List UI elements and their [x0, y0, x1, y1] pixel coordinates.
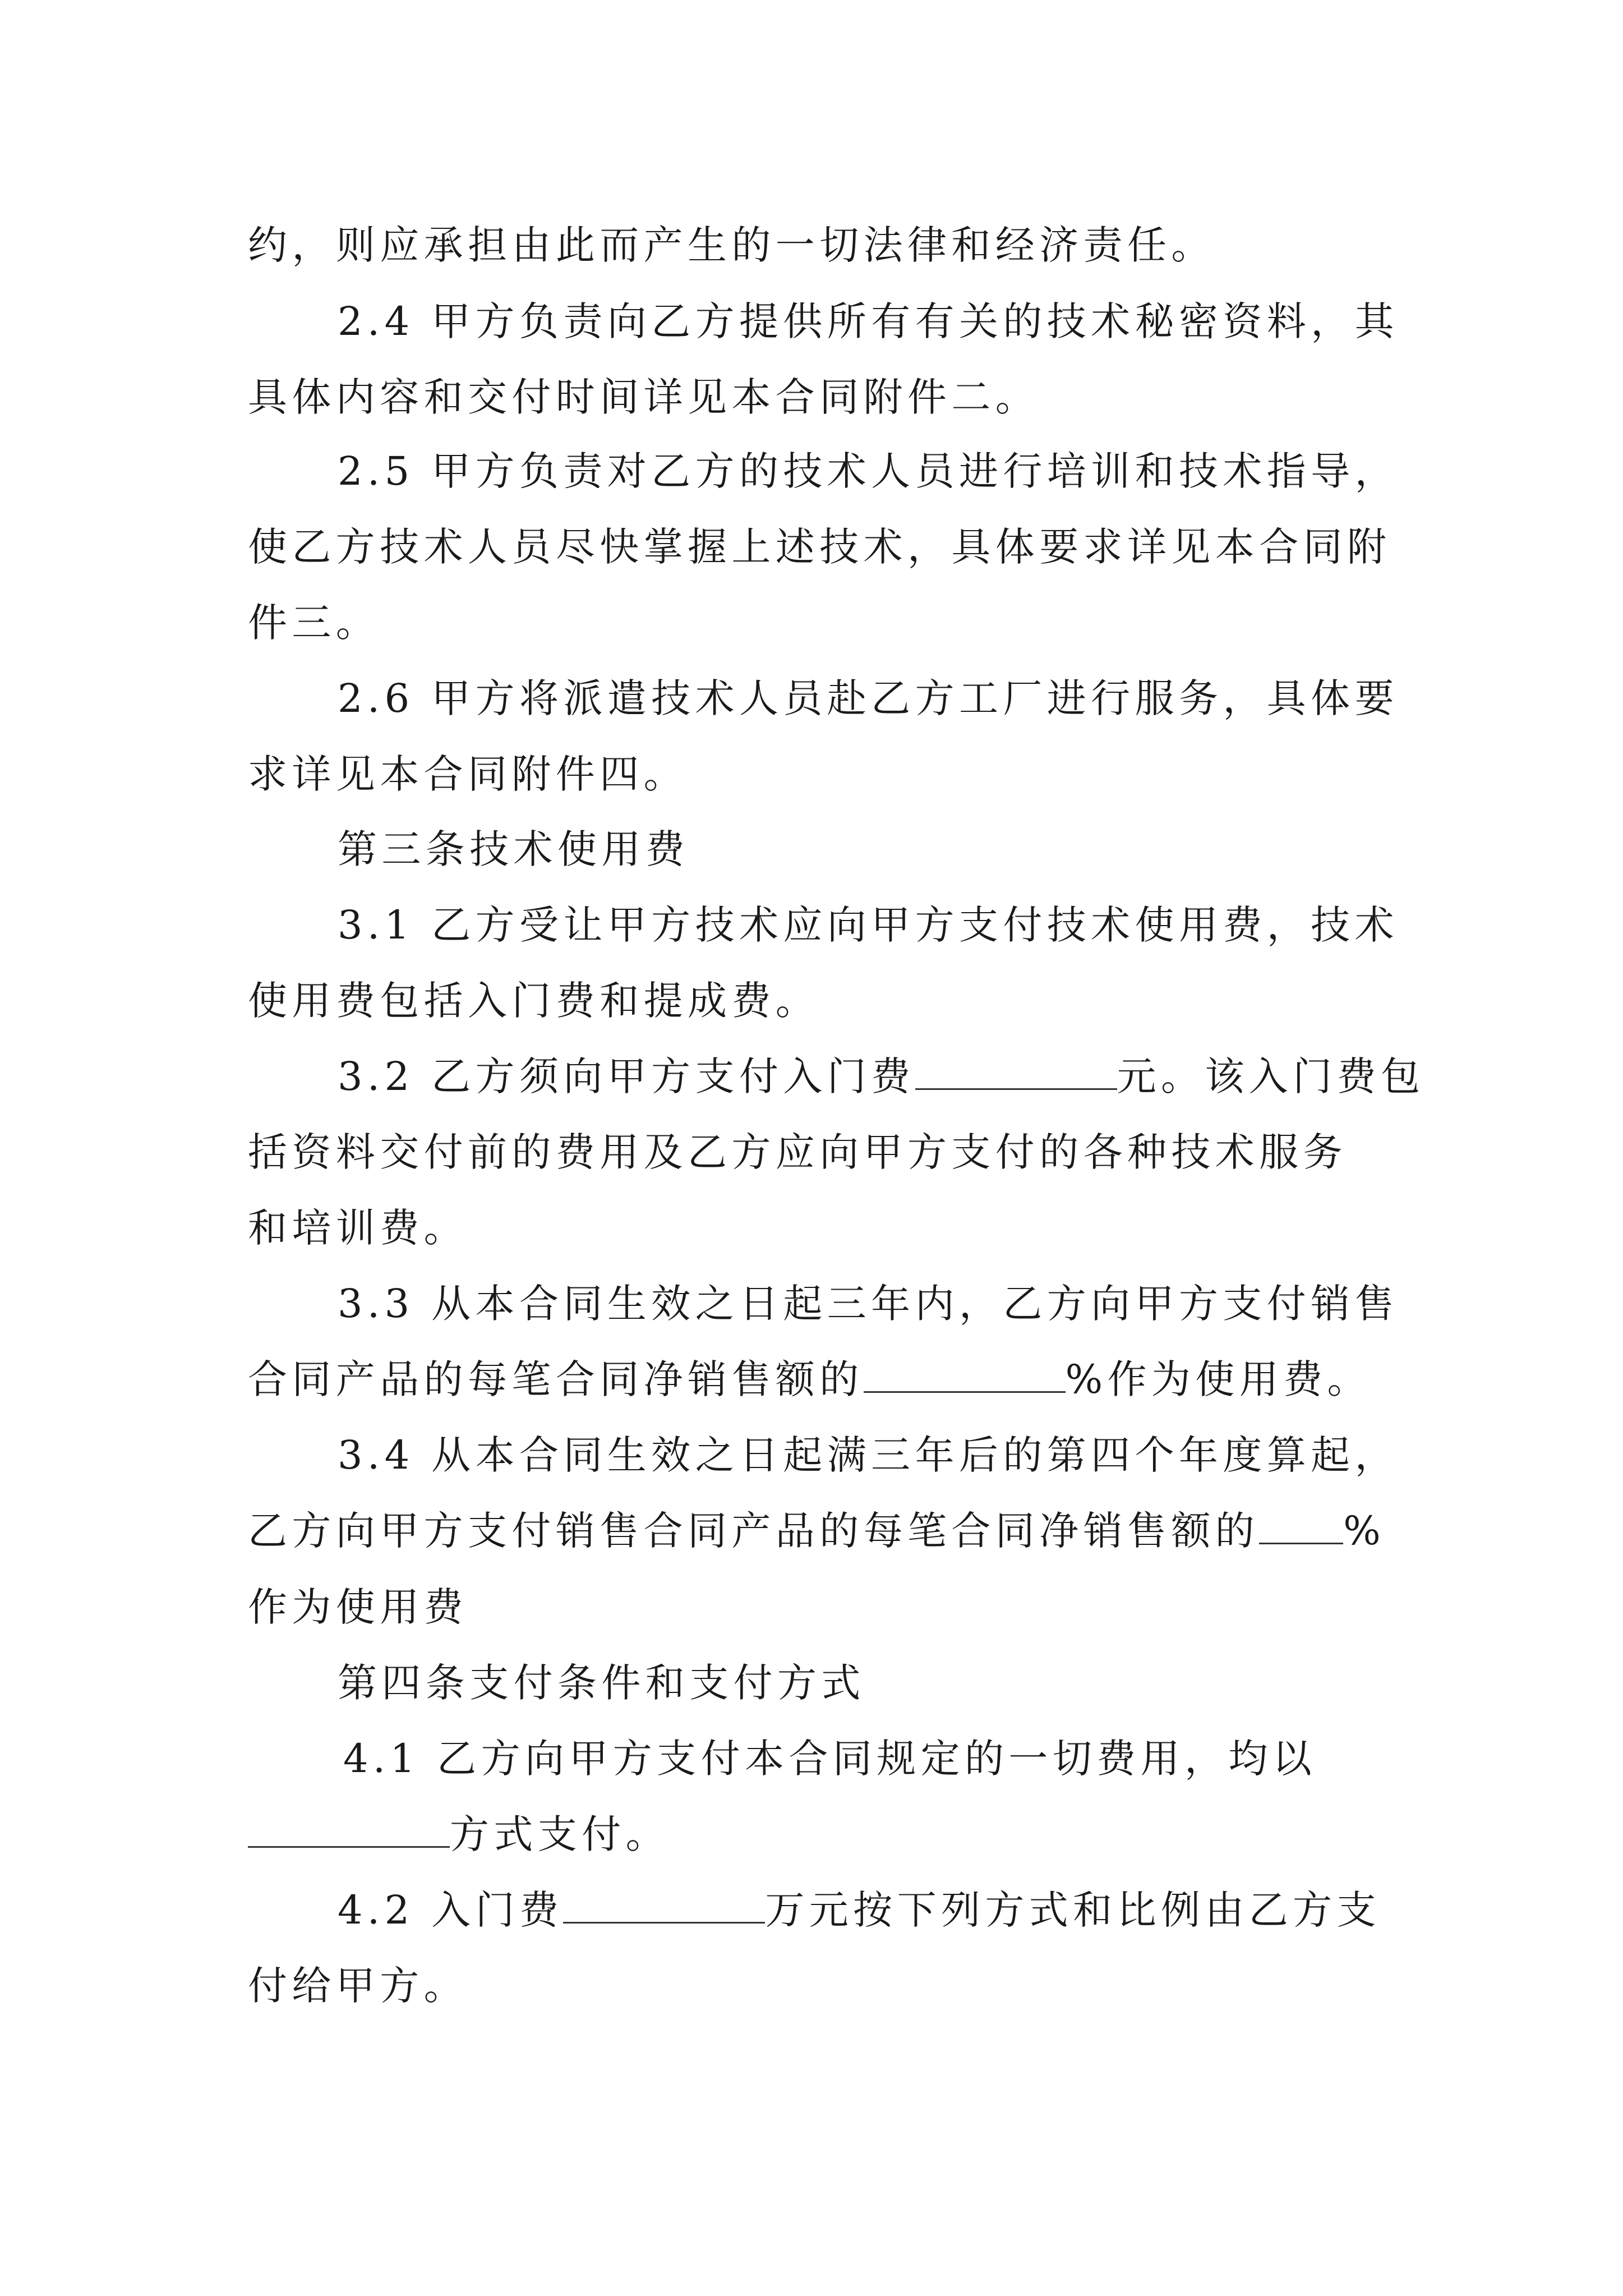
clause-4-2-text-b: 万元按下列方式和比例由乙方支	[765, 1887, 1381, 1933]
clause-4-2-line-2: 付给甲方。	[248, 1963, 468, 2009]
clause-3-4-line-1: 3.4 从本合同生效之日起满三年后的第四个年度算起，	[338, 1432, 1399, 1478]
clause-2-6-line-1: 2.6 甲方将派遣技术人员赴乙方工厂进行服务，具体要	[338, 675, 1399, 721]
clause-4-1-line-1: 4.1 乙方向甲方支付本合同规定的一切费用，均以	[343, 1736, 1317, 1782]
clause-3-4-line-2	[248, 1506, 1385, 1556]
clause-4-2-text-a: 4.2 入门费	[338, 1887, 564, 1933]
clause-3-1-line-1: 3.1 乙方受让甲方技术应向甲方支付技术使用费，技术	[338, 902, 1399, 948]
clause-2-5-line-2: 使乙方技术人员尽快掌握上述技术，具体要求详见本合同附	[248, 524, 1391, 570]
clause-4-1-text: 方式支付。	[450, 1811, 670, 1857]
clause-3-3-line-1: 3.3 从本合同生效之日起三年内，乙方向甲方支付销售	[338, 1281, 1399, 1327]
clause-2-4-line-1: 2.4 甲方负责向乙方提供所有有关的技术秘密资料，其	[338, 298, 1399, 344]
fee-amount-blank	[915, 1053, 1117, 1090]
clause-3-2-text-b: 元。该入门费包	[1117, 1053, 1425, 1099]
percentage-blank	[1259, 1508, 1343, 1544]
clause-3-2-text-a: 3.2 乙方须向甲方支付入门费	[338, 1053, 915, 1099]
clause-2-5-line-1: 2.5 甲方负责对乙方的技术人员进行培训和技术指导，	[338, 448, 1399, 494]
percentage-blank	[864, 1356, 1066, 1393]
paragraph-line: 约，则应承担由此而产生的一切法律和经济责任。	[248, 222, 1215, 268]
clause-3-2-line-2: 括资料交付前的费用及乙方应向甲方支付的各种技术服务	[248, 1129, 1347, 1175]
clause-3-3-text-a: 合同产品的每笔合同净销售额的	[248, 1356, 864, 1402]
article-4-heading: 第四条支付条件和支付方式	[338, 1660, 865, 1706]
clause-3-3-line-2	[248, 1354, 1371, 1405]
clause-4-1-line-2	[248, 1809, 670, 1860]
clause-3-3-text-b: %作为使用费。	[1065, 1356, 1371, 1402]
clause-2-4-line-2: 具体内容和交付时间详见本合同附件二。	[248, 374, 1040, 420]
article-3-heading: 第三条技术使用费	[338, 826, 690, 872]
clause-3-2-line-1	[338, 1051, 1424, 1102]
clause-3-2-line-3: 和培训费。	[248, 1205, 468, 1251]
clause-2-6-line-2: 求详见本合同附件四。	[248, 751, 688, 797]
clause-3-4-text-a: 乙方向甲方支付销售合同产品的每笔合同净销售额的	[248, 1508, 1260, 1554]
clause-3-1-line-2: 使用费包括入门费和提成费。	[248, 978, 820, 1024]
entry-fee-blank	[563, 1887, 765, 1924]
clause-3-4-line-3: 作为使用费	[248, 1584, 468, 1630]
clause-4-2-line-1	[338, 1885, 1381, 1935]
payment-method-blank	[248, 1811, 450, 1848]
clause-3-4-text-b: %	[1343, 1508, 1386, 1554]
clause-2-5-line-3: 件三。	[248, 600, 380, 646]
